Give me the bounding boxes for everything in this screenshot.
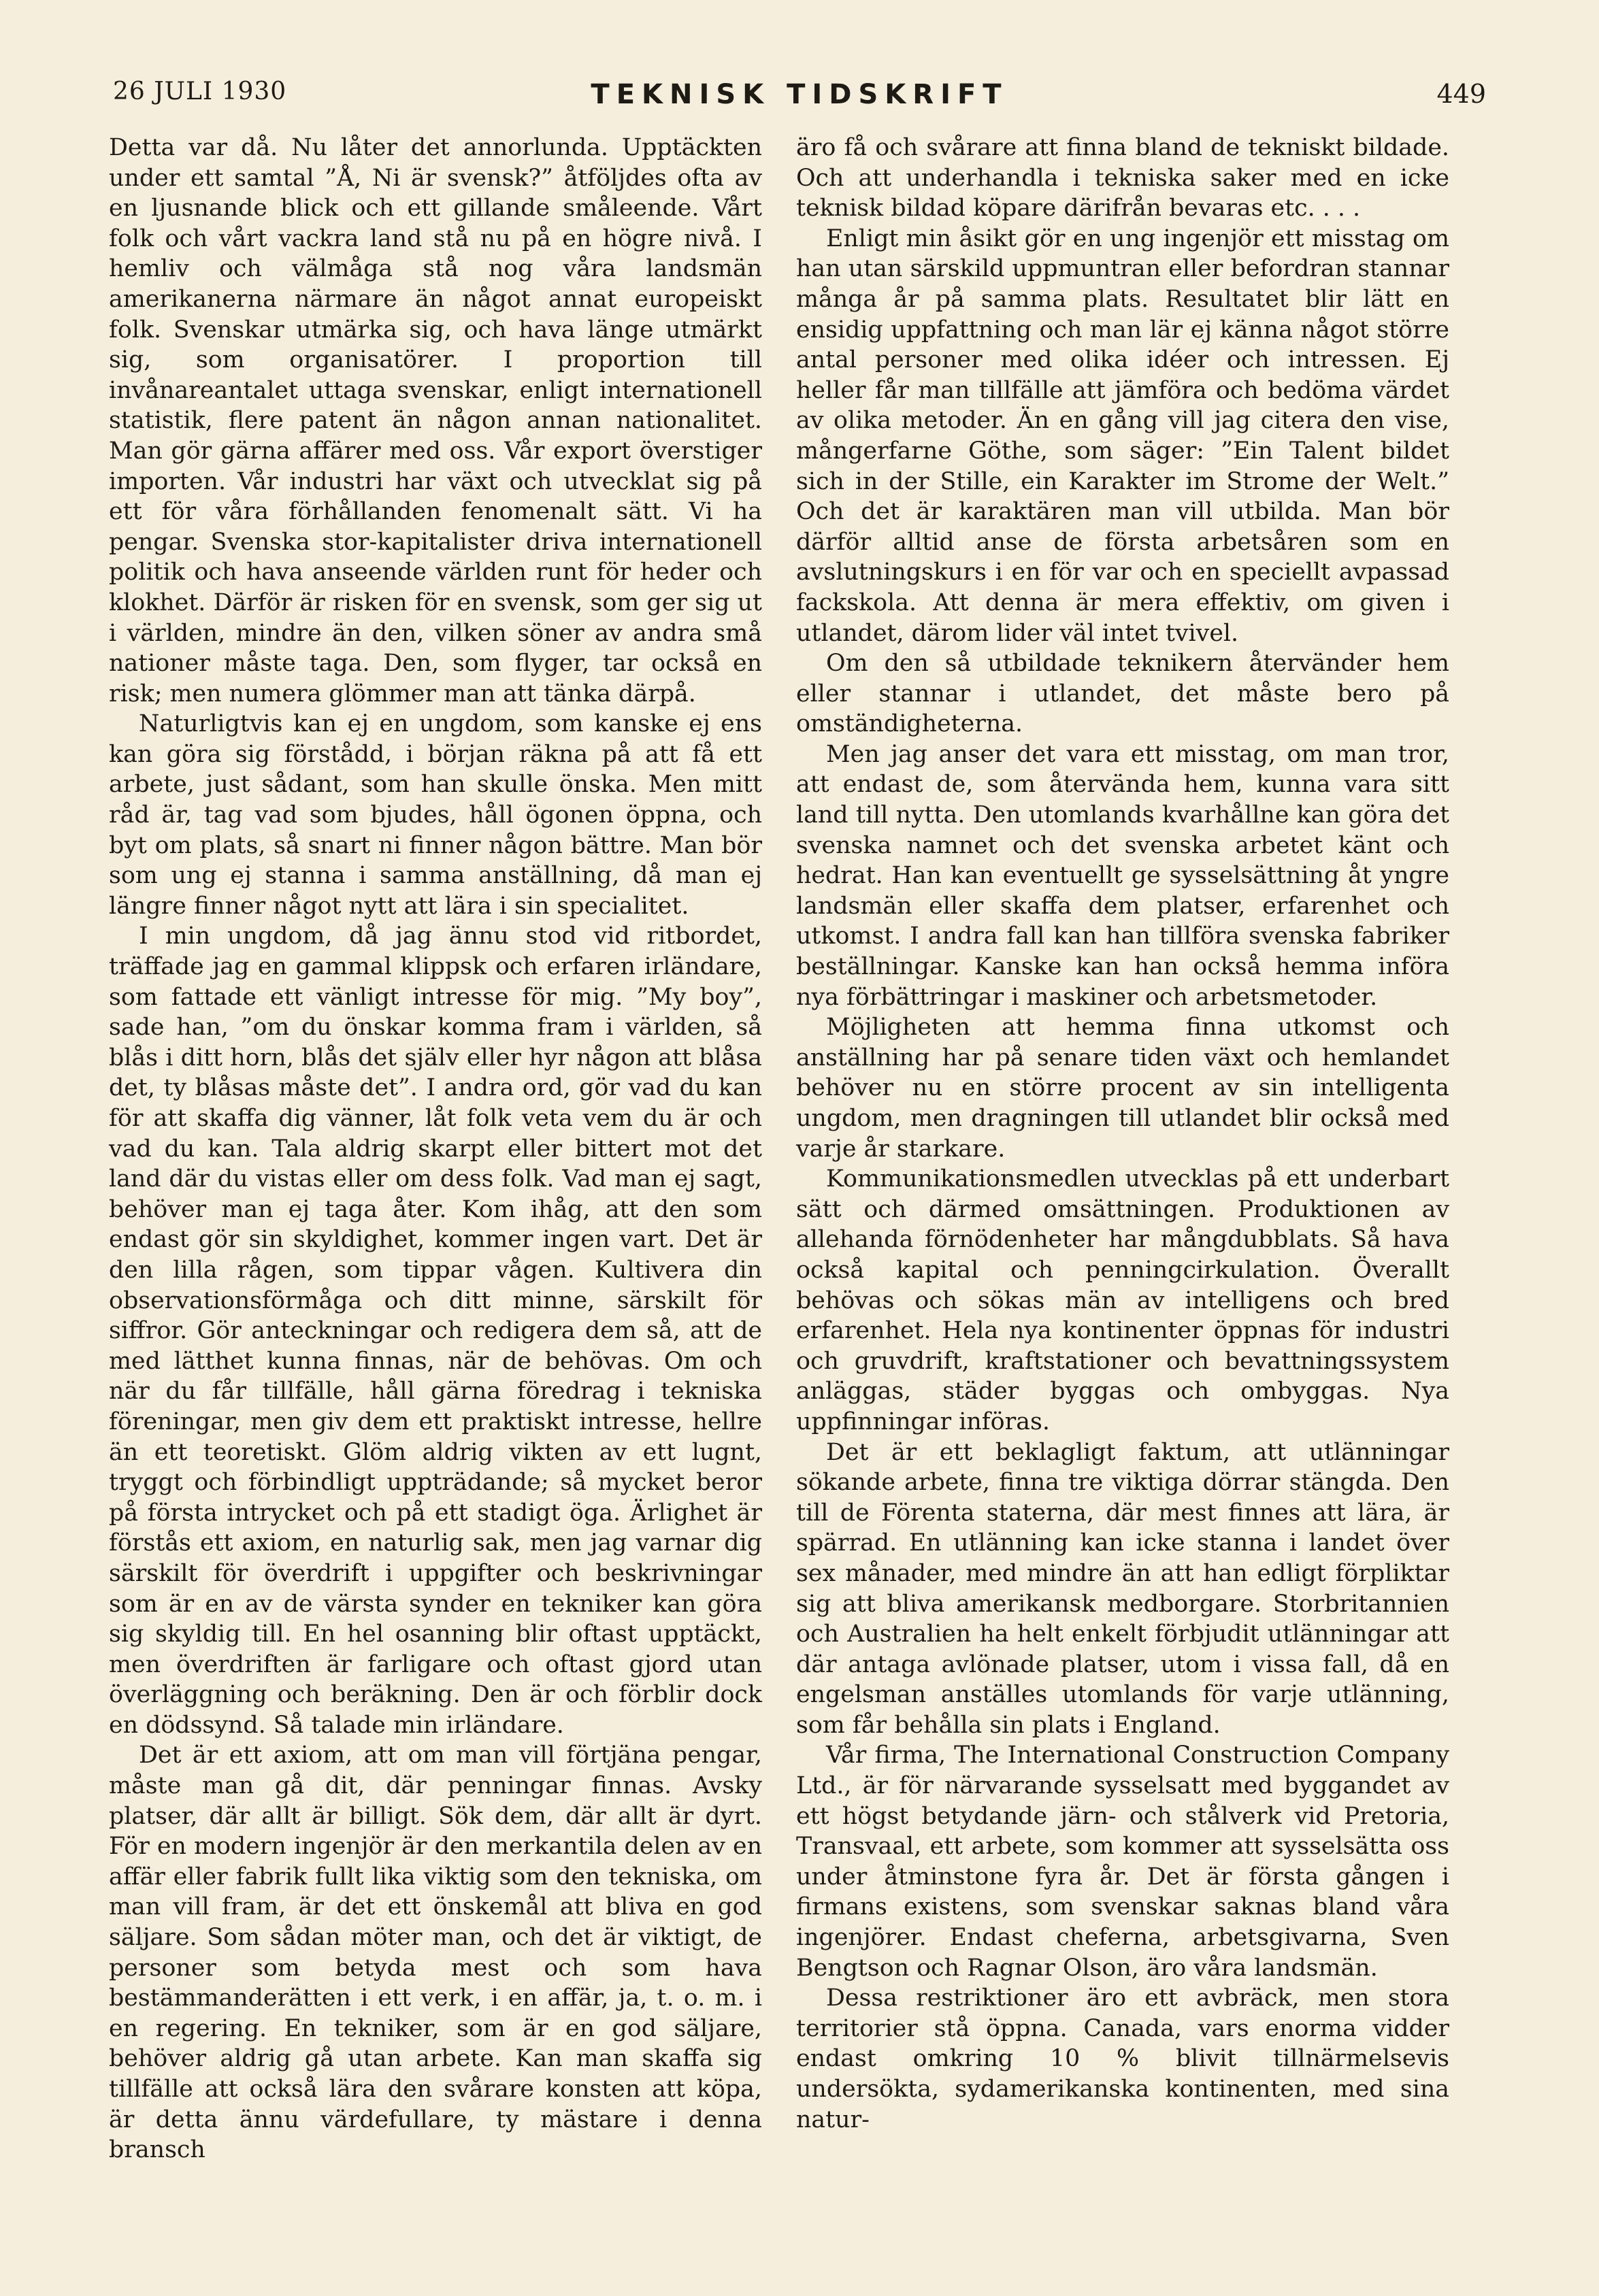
paragraph: Dessa restriktioner äro ett avbräck, men stora territorier stå öppna. Canada, vars enorma vidder endast omkring 10 % blivit tillnärmelsevis undersökta, sydamerikanska kontinenten, med sina natur-: [796, 1984, 1449, 2133]
paragraph: äro få och svårare att finna bland de tekniskt bildade. Och att underhandla i tekniska saker med en icke teknisk bildad köpare därifrån bevaras etc. . . .: [796, 134, 1449, 222]
page-header: [109, 73, 1490, 114]
issue-date: 26 JULI 1930: [113, 78, 287, 105]
right-column: [796, 133, 1449, 2135]
paragraph: Enligt min åsikt gör en ung ingenjör ett misstag om han utan särskild uppmuntran eller befordran stannar många år på samma plats. Resultatet blir lätt en ensidig uppfattning och man lär ej känna något större antal personer med olika idéer och intressen. Ej heller får man tillfälle att jämföra och bedöma värdet av olika metoder. Än en gång vill jag citera den vise, mångerfarne Göthe, som säger: ”Ein Talent bildet sich in der Stille, ein Karakter im Strome der Welt.” Och det är karaktären man vill utbilda. Man bör därför alltid anse de första arbetsåren som en avslutningskurs i en för var och en speciellt avpassad fackskola. Att denna är mera effektiv, om given i utlandet, därom lider väl intet tvivel.: [796, 224, 1449, 647]
paragraph: Men jag anser det vara ett misstag, om man tror, att endast de, som återvända hem, kunna vara sitt land till nytta. Den utomlands kvarhållne kan göra det svenska namnet och det svenska arbetet känt och hedrat. Han kan eventuellt ge sysselsättning åt yngre landsmän eller skaffa dem platser, erfarenhet och utkomst. I andra fall kan han tillföra svenska fabriker beställningar. Kanske kan han också hemma införa nya förbättringar i maskiner och arbetsmetoder.: [796, 740, 1449, 1011]
page-number: 449: [1436, 79, 1486, 109]
paragraph: Naturligtvis kan ej en ungdom, som kanske ej ens kan göra sig förstådd, i början räkna på att få ett arbete, just sådant, som han skulle önska. Men mitt råd är, tag vad som bjudes, håll ögonen öppna, och byt om plats, så snart ni finner någon bättre. Man bör som ung ej stanna i samma anställning, då man ej längre finner något nytt att lära i sin specialitet.: [109, 710, 762, 920]
journal-title: TEKNISK TIDSKRIFT: [591, 79, 1008, 110]
paragraph: Det är ett beklagligt faktum, att utlänningar sökande arbete, finna tre viktiga dörrar stängda. Den till de Förenta staterna, där mest finnes att lära, är spärrad. En utlänning kan icke stanna i landet över sex månader, med mindre än att han edligt förpliktar sig att bliva amerikansk medborgare. Storbritannien och Australien ha helt enkelt förbjudit utlänningar att där antaga avlönade platser, utom i vissa fall, då en engelsman anställes utomlands för varje utlänning, som får behålla sin plats i England.: [796, 1438, 1449, 1739]
paragraph: Möjligheten att hemma finna utkomst och anställning har på senare tiden växt och hemlandet behöver nu en större procent av sin intelligenta ungdom, men dragningen till utlandet blir också med varje år starkare.: [796, 1014, 1449, 1163]
paragraph: Det är ett axiom, att om man vill förtjäna pengar, måste man gå dit, där penningar finnas. Avsky platser, där allt är billigt. Sök dem, där allt är dyrt. För en modern ingenjör är den merkantila delen av en affär eller fabrik fullt lika viktig som den tekniska, om man vill fram, är det ett önskemål att bliva en god säljare. Som sådan möter man, och det är viktigt, de personer som betyda mest och som hava bestämmanderätten i ett verk, i en affär, ja, t. o. m. i en regering. En tekniker, som är en god säljare, behöver aldrig gå utan arbete. Kan man skaffa sig tillfälle att också lära den svårare konsten att köpa, är detta ännu värdefullare, ty mästare i denna bransch: [109, 1742, 762, 2164]
left-column: [109, 133, 762, 2165]
paragraph: I min ungdom, då jag ännu stod vid ritbordet, träffade jag en gammal klippsk och erfaren irländare, som fattade ett vänligt intresse för mig. ”My boy”, sade han, ”om du önskar komma fram i världen, så blås i ditt horn, blås det själv eller hyr någon att blåsa det, ty blåsas måste det”. I andra ord, gör vad du kan för att skaffa dig vänner, låt folk veta vem du är och vad du kan. Tala aldrig skarpt eller bittert mot det land där du vistas eller om dess folk. Vad man ej sagt, behöver man ej taga åter. Kom ihåg, att den som endast gör sin skyldighet, kommer ingen vart. Det är den lilla rågen, som tippar vågen. Kultivera din observationsförmåga och ditt minne, särskilt för siffror. Gör anteckningar och redigera dem så, att de med lätthet kunna finnas, när de behövas. Om och när du får tillfälle, håll gärna föredrag i tekniska föreningar, men giv dem ett praktiskt intresse, hellre än ett teoretiskt. Glöm aldrig vikten av ett lugnt, tryggt och förbindligt uppträdande; så mycket beror på första intrycket och på ett stadigt öga. Ärlighet är förstås ett axiom, en naturlig sak, men jag varnar dig särskilt för överdrift i uppgifter och beskrivningar som är en av de värsta synder en tekniker kan göra sig skyldig till. En hel osanning blir oftast upptäckt, men överdriften är farligare och oftast gjord utan överläggning och beräkning. Den är och förblir dock en dödssynd. Så talade min irländare.: [109, 922, 762, 1739]
paragraph: Detta var då. Nu låter det annorlunda. Upptäckten under ett samtal ”Å, Ni är svensk?” åtföljdes ofta av en ljusnande blick och ett gillande småleende. Vårt folk och vårt vackra land stå nu på en högre nivå. I hemliv och välmåga stå nog våra landsmän amerikanerna närmare än något annat europeiskt folk. Svenskar utmärka sig, och hava länge utmärkt sig, som organisatörer. I proportion till invånareantalet uttaga svenskar, enligt internationell statistik, flere patent än någon annan nationalitet. Man gör gärna affärer med oss. Vår export överstiger importen. Vår industri har växt och utvecklat sig på ett för våra förhållanden fenomenalt sätt. Vi ha pengar. Svenska stor-kapitalister driva internationell politik och hava anseende världen runt för heder och klokhet. Därför är risken för en svensk, som ger sig ut i världen, mindre än den, vilken söner av andra små nationer måste taga. Den, som flyger, tar också en risk; men numera glömmer man att tänka därpå.: [109, 134, 762, 708]
paragraph: Vår firma, The International Construction Company Ltd., är för närvarande sysselsatt med byggandet av ett högst betydande järn- och stålverk vid Pretoria, Transvaal, ett arbete, som kommer att sysselsätta oss under åtminstone fyra år. Det är första gången i firmans existens, som svenskar saknas bland våra ingenjörer. Endast cheferna, arbetsgivarna, Sven Bengtson och Ragnar Olson, äro våra landsmän.: [796, 1742, 1449, 1982]
paragraph: Kommunikationsmedlen utvecklas på ett underbart sätt och därmed omsättningen. Produktionen av allehanda förnödenheter har mångdubblats. Så hava också kapital och penningcirkulation. Överallt behövas och sökas män av intelligens och bred erfarenhet. Hela nya kontinenter öppnas för industri och gruvdrift, kraftstationer och bevattningssystem anläggas, städer byggas och ombyggas. Nya uppfinningar införas.: [796, 1165, 1449, 1435]
paragraph: Om den så utbildade teknikern återvänder hem eller stannar i utlandet, det måste bero på omständigheterna.: [796, 650, 1449, 738]
